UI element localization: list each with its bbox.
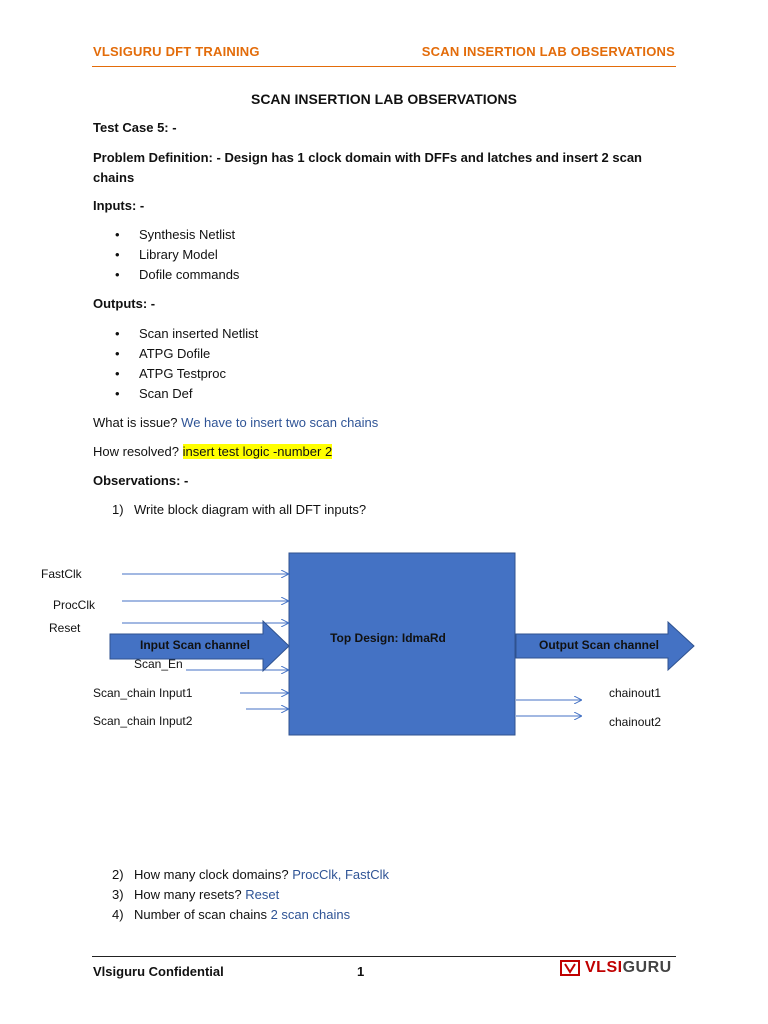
question-answer: 2 scan chains — [270, 907, 351, 922]
logo-icon — [560, 959, 582, 977]
logo-text-vlsi: VLSI — [585, 959, 623, 976]
header-left: VLSIGURU DFT TRAINING — [93, 44, 260, 59]
question-answer: ProcClk, FastClk — [292, 867, 390, 882]
question-answer: Reset — [245, 887, 280, 902]
question-text: How many resets? — [134, 887, 242, 902]
logo-text — [585, 959, 672, 977]
problem-line-2: chains — [93, 170, 135, 185]
header-divider — [92, 66, 676, 67]
resolved-answer: insert test logic -number 2 — [182, 444, 333, 459]
input-channel-label: Input Scan channel — [140, 638, 251, 652]
input-label-reset: Reset — [49, 621, 81, 635]
outputs-list — [115, 324, 258, 404]
outputs-heading: Outputs: - — [93, 296, 156, 311]
question-text: Number of scan chains — [134, 907, 267, 922]
input-label-scan-chain-2: Scan_chain Input2 — [93, 714, 193, 728]
list-item: • ATPG Dofile — [115, 344, 258, 364]
output-label-chainout2: chainout2 — [609, 715, 662, 729]
question-number: 1) — [112, 502, 124, 517]
output-label-chainout1: chainout1 — [609, 686, 662, 700]
footer-confidential: Vlsiguru Confidential — [93, 964, 224, 979]
question-number: 2) — [112, 867, 124, 882]
question-3 — [112, 885, 279, 905]
question-text: How many clock domains? — [134, 867, 289, 882]
question-4 — [112, 905, 350, 925]
logo-text-guru: GURU — [622, 959, 672, 976]
inputs-list — [115, 225, 239, 285]
page-number: 1 — [357, 964, 365, 979]
problem-definition — [93, 148, 683, 188]
question-number: 3) — [112, 887, 124, 902]
inputs-heading: Inputs: - — [93, 198, 145, 213]
input-label-scan-chain-1: Scan_chain Input1 — [93, 686, 193, 700]
vlsiguru-logo — [560, 958, 672, 978]
list-item: • Synthesis Netlist — [115, 225, 239, 245]
issue-question: What is issue? — [93, 415, 178, 430]
header-right: SCAN INSERTION LAB OBSERVATIONS — [421, 44, 675, 59]
list-item: • Scan Def — [115, 384, 258, 404]
question-text: Write block diagram with all DFT inputs? — [134, 502, 367, 517]
test-case-label: Test Case 5: - — [93, 120, 177, 135]
list-item: • Scan inserted Netlist — [115, 324, 258, 344]
list-item: • Dofile commands — [115, 265, 239, 285]
question-1 — [112, 500, 366, 520]
issue-answer: We have to insert two scan chains — [181, 415, 379, 430]
resolved-question: How resolved? — [93, 444, 179, 459]
question-number: 4) — [112, 907, 124, 922]
input-label-fastclk: FastClk — [41, 567, 82, 581]
block-diagram — [0, 540, 768, 760]
block-label: Top Design: IdmaRd — [330, 631, 446, 645]
input-label-procclk: ProcClk — [53, 598, 96, 612]
footer-divider — [92, 956, 676, 957]
input-label-scan-en: Scan_En — [134, 657, 183, 671]
issue-line — [93, 413, 378, 433]
list-item: • ATPG Testproc — [115, 364, 258, 384]
output-channel-label: Output Scan channel — [539, 638, 660, 652]
problem-line-1: Problem Definition: - Design has 1 clock domain with DFFs and latches and insert 2 scan — [93, 150, 643, 165]
page-title: SCAN INSERTION LAB OBSERVATIONS — [250, 91, 518, 107]
question-2 — [112, 865, 389, 885]
observations-heading: Observations: - — [93, 473, 189, 488]
list-item: • Library Model — [115, 245, 239, 265]
resolved-line — [93, 442, 332, 462]
